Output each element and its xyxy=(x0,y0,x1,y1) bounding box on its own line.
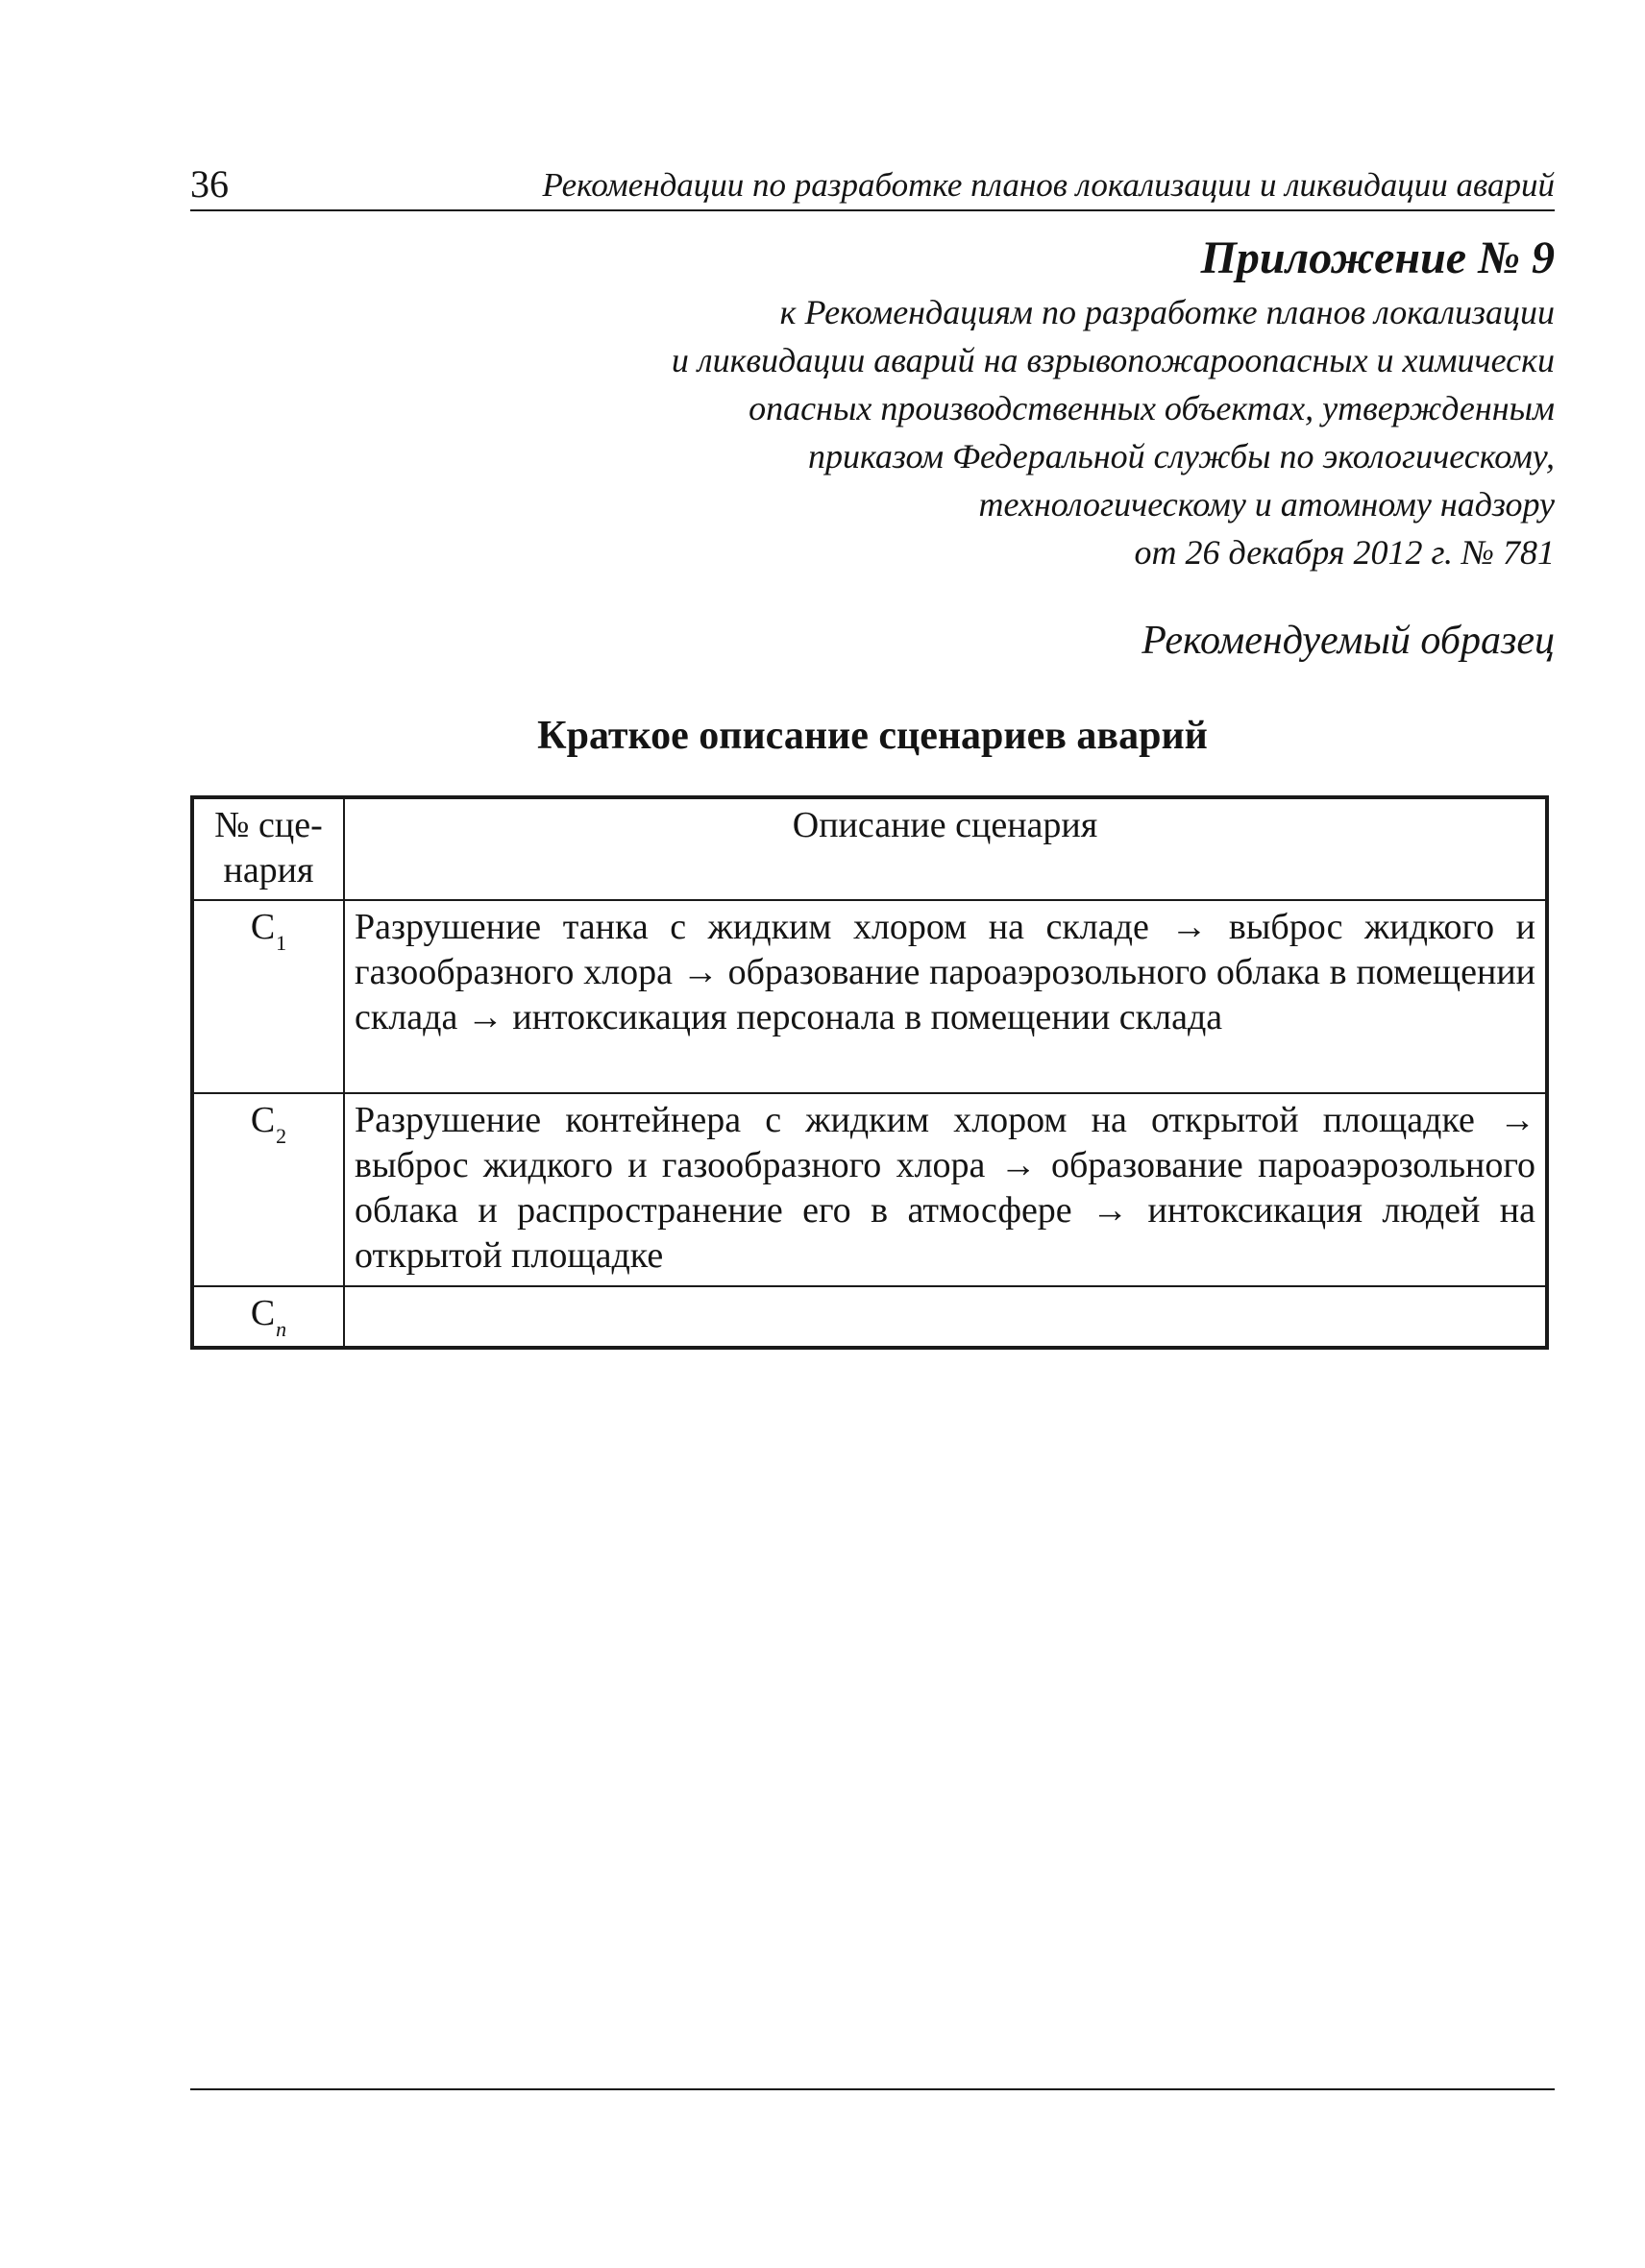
header-description: Описание сценария xyxy=(344,797,1547,900)
appendix-line: и ликвидации аварий на взрывопожароопасных и химически xyxy=(671,341,1555,379)
scenario-subscript: n xyxy=(276,1317,287,1341)
header-number-line1: № сце- xyxy=(214,805,323,845)
table-row xyxy=(192,1286,1547,1348)
scenario-description: Разрушение контейнера с жидким хлором на открытой площадке → выброс жидкого и газообразного хлора → образование пароаэрозольного облака и распространение его в атмосфере → интоксикация людей на открытой площадке xyxy=(344,1093,1547,1286)
scenario-number xyxy=(192,1093,344,1286)
page-header xyxy=(190,161,1555,211)
page-number: 36 xyxy=(190,162,229,206)
scenario-number xyxy=(192,1286,344,1348)
scenario-subscript: 1 xyxy=(276,931,287,955)
table-row xyxy=(192,900,1547,1093)
scenario-letter: С xyxy=(250,1100,276,1140)
sample-label: Рекомендуемый образец xyxy=(1142,619,1555,663)
scenario-subscript: 2 xyxy=(276,1124,287,1148)
appendix-title: Приложение № 9 xyxy=(1200,232,1555,283)
scenario-number xyxy=(192,900,344,1093)
scenario-description: Разрушение танка с жидким хлором на складе → выброс жидкого и газообразного хлора → образование пароаэрозольного облака в помещении склада → интоксикация персонала в помещении склада xyxy=(344,900,1547,1093)
appendix-line: технологическому и атомному надзору xyxy=(978,485,1555,524)
appendix-line: приказом Федеральной службы по экологическому, xyxy=(807,437,1555,476)
document-title: Краткое описание сценариев аварий xyxy=(537,714,1208,758)
header-scenario-number xyxy=(192,797,344,900)
footer-divider xyxy=(190,2088,1555,2090)
appendix-line: опасных производственных объектах, утвержденным xyxy=(749,389,1555,427)
scenario-description xyxy=(344,1286,1547,1348)
running-title: Рекомендации по разработке планов локализации и ликвидации аварий xyxy=(542,166,1555,204)
scenario-letter: С xyxy=(250,907,276,947)
appendix-block xyxy=(402,229,1555,576)
appendix-line: от 26 декабря 2012 г. № 781 xyxy=(1134,533,1555,572)
table-row xyxy=(192,1093,1547,1286)
header-number-line2: нария xyxy=(223,850,314,890)
scenarios-table xyxy=(190,795,1549,1350)
table-header-row xyxy=(192,797,1547,900)
scenario-letter: С xyxy=(250,1293,276,1333)
appendix-line: к Рекомендациям по разработке планов локализации xyxy=(779,293,1555,331)
